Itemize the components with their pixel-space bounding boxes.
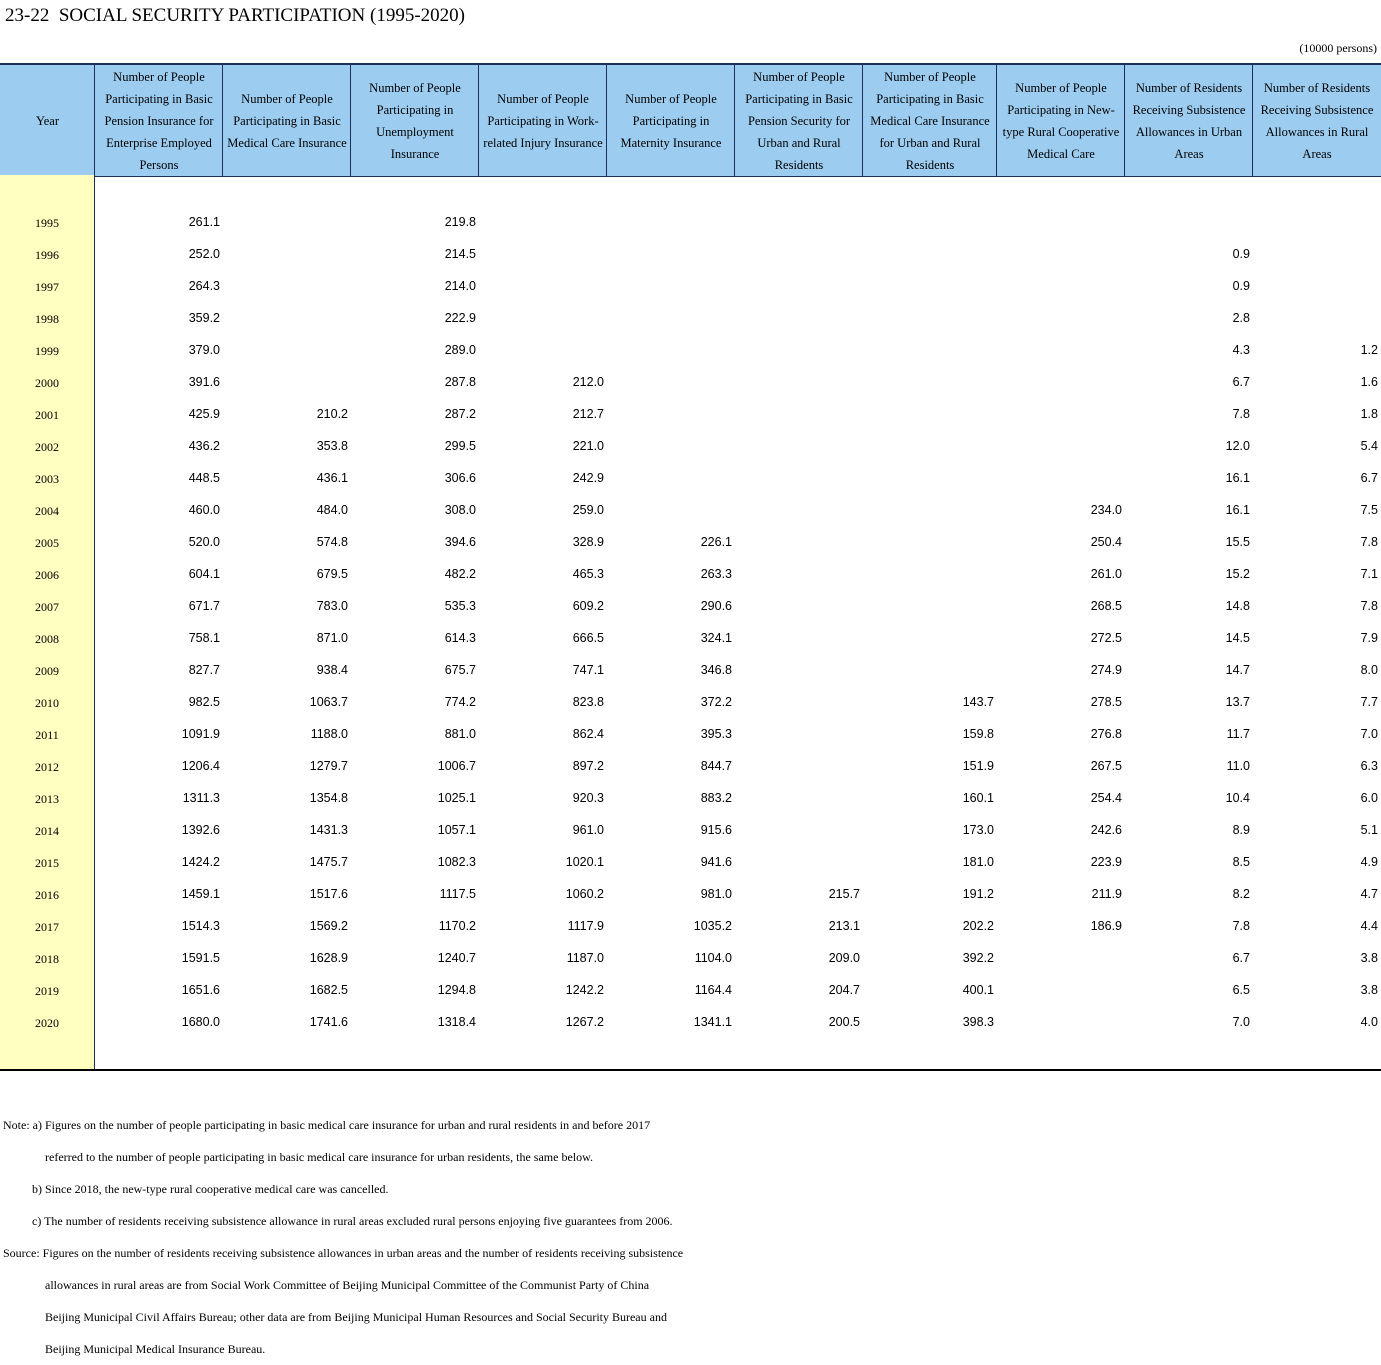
cell-subsistence-urban: 7.0 bbox=[1232, 1015, 1250, 1029]
cell-unemployment: 394.6 bbox=[444, 535, 476, 549]
cell-maternity: 1164.4 bbox=[694, 983, 732, 997]
cell-unemployment: 1025.1 bbox=[437, 791, 476, 805]
year-cell: 2014 bbox=[35, 824, 59, 838]
cell-subsistence-rural: 7.0 bbox=[1360, 727, 1378, 741]
cell-subsistence-urban: 8.5 bbox=[1232, 855, 1250, 869]
cell-subsistence-urban: 12.0 bbox=[1225, 439, 1250, 453]
table-row bbox=[0, 431, 1381, 463]
cell-medical-urban-rural: 151.9 bbox=[962, 759, 994, 773]
cell-subsistence-rural: 6.3 bbox=[1360, 759, 1378, 773]
cell-pension-enterprise: 391.6 bbox=[188, 375, 220, 389]
cell-basic-medical: 210.2 bbox=[316, 407, 348, 421]
cell-subsistence-rural: 6.7 bbox=[1360, 471, 1378, 485]
cell-maternity: 324.1 bbox=[700, 631, 732, 645]
cell-subsistence-rural: 4.0 bbox=[1360, 1015, 1378, 1029]
cell-rural-cooperative: 272.5 bbox=[1090, 631, 1122, 645]
cell-pension-enterprise: 436.2 bbox=[188, 439, 220, 453]
cell-pension-enterprise: 359.2 bbox=[188, 311, 220, 325]
cell-maternity: 372.2 bbox=[700, 695, 732, 709]
cell-rural-cooperative: 261.0 bbox=[1090, 567, 1122, 581]
cell-subsistence-rural: 3.8 bbox=[1360, 983, 1378, 997]
cell-medical-urban-rural: 392.2 bbox=[962, 951, 994, 965]
header-basic-medical: Number of People Participating in Basic Medical Care Insurance bbox=[222, 65, 351, 176]
cell-subsistence-rural: 1.8 bbox=[1360, 407, 1378, 421]
cell-subsistence-urban: 13.7 bbox=[1225, 695, 1250, 709]
cell-unemployment: 287.2 bbox=[444, 407, 476, 421]
cell-unemployment: 289.0 bbox=[444, 343, 476, 357]
cell-unemployment: 308.0 bbox=[444, 503, 476, 517]
cell-pension-enterprise: 1591.5 bbox=[181, 951, 220, 965]
cell-pension-enterprise: 520.0 bbox=[188, 535, 220, 549]
source-line: Source: Figures on the number of residents receiving subsistence allowances in urban areas and the number of residents receiving subsistence bbox=[3, 1246, 684, 1260]
cell-basic-medical: 1431.3 bbox=[309, 823, 348, 837]
cell-basic-medical: 1354.8 bbox=[309, 791, 348, 805]
cell-pension-urban-rural: 200.5 bbox=[828, 1015, 860, 1029]
cell-unemployment: 1240.7 bbox=[437, 951, 476, 965]
table-row bbox=[0, 207, 1381, 239]
cell-rural-cooperative: 274.9 bbox=[1090, 663, 1122, 677]
cell-pension-enterprise: 671.7 bbox=[188, 599, 220, 613]
year-cell: 2012 bbox=[35, 760, 59, 774]
cell-work-injury: 242.9 bbox=[572, 471, 604, 485]
cell-maternity: 941.6 bbox=[700, 855, 732, 869]
cell-maternity: 1104.0 bbox=[694, 951, 732, 965]
cell-subsistence-urban: 14.5 bbox=[1225, 631, 1250, 645]
cell-medical-urban-rural: 160.1 bbox=[962, 791, 994, 805]
cell-unemployment: 614.3 bbox=[444, 631, 476, 645]
cell-subsistence-rural: 1.6 bbox=[1360, 375, 1378, 389]
cell-pension-enterprise: 982.5 bbox=[188, 695, 220, 709]
cell-medical-urban-rural: 143.7 bbox=[962, 695, 994, 709]
header-rural-cooperative: Number of People Participating in New-type Rural Cooperative Medical Care bbox=[996, 65, 1125, 176]
year-cell: 2008 bbox=[35, 632, 59, 646]
cell-work-injury: 1267.2 bbox=[565, 1015, 604, 1029]
cell-work-injury: 666.5 bbox=[572, 631, 604, 645]
table-row bbox=[0, 463, 1381, 495]
cell-basic-medical: 1279.7 bbox=[309, 759, 348, 773]
cell-pension-enterprise: 460.0 bbox=[188, 503, 220, 517]
year-cell: 2017 bbox=[35, 920, 59, 934]
cell-work-injury: 823.8 bbox=[572, 695, 604, 709]
header-pension-enterprise: Number of People Participating in Basic Pension Insurance for Enterprise Employed Persons bbox=[94, 65, 223, 176]
cell-subsistence-urban: 14.7 bbox=[1225, 663, 1250, 677]
cell-unemployment: 1057.1 bbox=[437, 823, 476, 837]
cell-pension-enterprise: 448.5 bbox=[188, 471, 220, 485]
cell-pension-enterprise: 1680.0 bbox=[181, 1015, 220, 1029]
cell-subsistence-urban: 4.3 bbox=[1232, 343, 1250, 357]
note-line: b) Since 2018, the new-type rural cooperative medical care was cancelled. bbox=[32, 1182, 389, 1196]
year-cell: 2007 bbox=[35, 600, 59, 614]
cell-unemployment: 219.8 bbox=[444, 215, 476, 229]
cell-subsistence-urban: 0.9 bbox=[1232, 247, 1250, 261]
cell-unemployment: 306.6 bbox=[444, 471, 476, 485]
table-row bbox=[0, 239, 1381, 271]
cell-basic-medical: 1475.7 bbox=[309, 855, 348, 869]
cell-work-injury: 212.0 bbox=[572, 375, 604, 389]
cell-unemployment: 222.9 bbox=[444, 311, 476, 325]
cell-rural-cooperative: 254.4 bbox=[1090, 791, 1122, 805]
cell-maternity: 883.2 bbox=[700, 791, 732, 805]
unit-label: (10000 persons) bbox=[1299, 41, 1377, 55]
cell-pension-enterprise: 1392.6 bbox=[181, 823, 220, 837]
cell-work-injury: 221.0 bbox=[572, 439, 604, 453]
cell-subsistence-urban: 15.5 bbox=[1225, 535, 1250, 549]
source-line: Beijing Municipal Civil Affairs Bureau; other data are from Beijing Municipal Human Resources and Social Security Bureau and bbox=[45, 1310, 667, 1324]
cell-subsistence-rural: 7.8 bbox=[1360, 599, 1378, 613]
year-cell: 2013 bbox=[35, 792, 59, 806]
cell-work-injury: 1060.2 bbox=[565, 887, 604, 901]
year-cell: 2011 bbox=[35, 728, 59, 742]
cell-rural-cooperative: 242.6 bbox=[1090, 823, 1122, 837]
table-row bbox=[0, 815, 1381, 847]
cell-subsistence-urban: 16.1 bbox=[1225, 503, 1250, 517]
table-row bbox=[0, 399, 1381, 431]
cell-pension-enterprise: 425.9 bbox=[188, 407, 220, 421]
cell-work-injury: 212.7 bbox=[572, 407, 604, 421]
cell-unemployment: 287.8 bbox=[444, 375, 476, 389]
cell-pension-enterprise: 1514.3 bbox=[181, 919, 220, 933]
table-row bbox=[0, 783, 1381, 815]
cell-maternity: 1341.1 bbox=[693, 1015, 732, 1029]
cell-subsistence-urban: 14.8 bbox=[1225, 599, 1250, 613]
year-cell: 2004 bbox=[35, 504, 59, 518]
cell-rural-cooperative: 211.9 bbox=[1091, 887, 1122, 901]
cell-medical-urban-rural: 191.2 bbox=[962, 887, 994, 901]
table-header bbox=[0, 63, 1381, 177]
cell-maternity: 395.3 bbox=[700, 727, 732, 741]
cell-maternity: 290.6 bbox=[700, 599, 732, 613]
table-row bbox=[0, 847, 1381, 879]
cell-work-injury: 328.9 bbox=[572, 535, 604, 549]
cell-subsistence-rural: 7.8 bbox=[1360, 535, 1378, 549]
cell-medical-urban-rural: 173.0 bbox=[962, 823, 994, 837]
cell-subsistence-rural: 7.9 bbox=[1360, 631, 1378, 645]
cell-pension-urban-rural: 215.7 bbox=[828, 887, 860, 901]
table-row bbox=[0, 495, 1381, 527]
table-row bbox=[0, 271, 1381, 303]
cell-subsistence-rural: 4.9 bbox=[1360, 855, 1378, 869]
cell-maternity: 844.7 bbox=[700, 759, 732, 773]
cell-subsistence-rural: 4.7 bbox=[1360, 887, 1378, 901]
table-body bbox=[0, 207, 1381, 1039]
cell-medical-urban-rural: 400.1 bbox=[962, 983, 994, 997]
cell-subsistence-urban: 15.2 bbox=[1225, 567, 1250, 581]
cell-rural-cooperative: 223.9 bbox=[1090, 855, 1122, 869]
cell-unemployment: 482.2 bbox=[444, 567, 476, 581]
cell-pension-enterprise: 1311.3 bbox=[182, 791, 220, 805]
cell-work-injury: 609.2 bbox=[572, 599, 604, 613]
cell-rural-cooperative: 276.8 bbox=[1090, 727, 1122, 741]
cell-work-injury: 920.3 bbox=[572, 791, 604, 805]
cell-pension-enterprise: 261.1 bbox=[188, 215, 220, 229]
header-medical-urban-rural: Number of People Participating in Basic Medical Care Insurance for Urban and Rural Residents bbox=[862, 65, 997, 176]
page-title: 23-22 SOCIAL SECURITY PARTICIPATION (1995-2020) bbox=[5, 5, 465, 26]
cell-work-injury: 747.1 bbox=[572, 663, 604, 677]
table-row bbox=[0, 367, 1381, 399]
cell-work-injury: 1020.1 bbox=[565, 855, 604, 869]
table-row bbox=[0, 911, 1381, 943]
cell-unemployment: 1318.4 bbox=[437, 1015, 476, 1029]
year-cell: 2009 bbox=[35, 664, 59, 678]
cell-basic-medical: 1188.0 bbox=[310, 727, 348, 741]
cell-unemployment: 881.0 bbox=[444, 727, 476, 741]
table-row bbox=[0, 559, 1381, 591]
cell-maternity: 981.0 bbox=[700, 887, 732, 901]
cell-subsistence-rural: 5.4 bbox=[1360, 439, 1378, 453]
note-line: c) The number of residents receiving subsistence allowance in rural areas excluded rural persons enjoying five guarantees from 2006. bbox=[32, 1214, 673, 1228]
cell-subsistence-rural: 7.7 bbox=[1360, 695, 1378, 709]
cell-work-injury: 961.0 bbox=[572, 823, 604, 837]
cell-pension-enterprise: 827.7 bbox=[188, 663, 220, 677]
cell-subsistence-urban: 11.0 bbox=[1226, 759, 1250, 773]
table-row bbox=[0, 751, 1381, 783]
cell-work-injury: 1187.0 bbox=[566, 951, 604, 965]
cell-maternity: 1035.2 bbox=[693, 919, 732, 933]
cell-pension-enterprise: 252.0 bbox=[188, 247, 220, 261]
cell-subsistence-rural: 5.1 bbox=[1360, 823, 1378, 837]
cell-pension-enterprise: 1206.4 bbox=[181, 759, 220, 773]
cell-rural-cooperative: 278.5 bbox=[1090, 695, 1122, 709]
header-work-injury: Number of People Participating in Work-related Injury Insurance bbox=[478, 65, 607, 176]
table-row bbox=[0, 655, 1381, 687]
cell-subsistence-urban: 0.9 bbox=[1232, 279, 1250, 293]
cell-work-injury: 862.4 bbox=[572, 727, 604, 741]
table-row bbox=[0, 591, 1381, 623]
cell-pension-enterprise: 264.3 bbox=[188, 279, 220, 293]
cell-unemployment: 1294.8 bbox=[437, 983, 476, 997]
year-cell: 2003 bbox=[35, 472, 59, 486]
cell-unemployment: 1170.2 bbox=[438, 919, 476, 933]
cell-pension-urban-rural: 204.7 bbox=[828, 983, 860, 997]
table-row bbox=[0, 879, 1381, 911]
table-bottom-rule bbox=[0, 1069, 1381, 1071]
cell-unemployment: 214.0 bbox=[444, 279, 476, 293]
year-cell: 2005 bbox=[35, 536, 59, 550]
cell-subsistence-rural: 7.5 bbox=[1360, 503, 1378, 517]
cell-work-injury: 897.2 bbox=[572, 759, 604, 773]
cell-pension-urban-rural: 213.1 bbox=[828, 919, 860, 933]
cell-maternity: 346.8 bbox=[700, 663, 732, 677]
table-row bbox=[0, 719, 1381, 751]
cell-subsistence-urban: 6.5 bbox=[1232, 983, 1250, 997]
note-line: Note: a) Figures on the number of people participating in basic medical care insurance for urban and rural residents in and before 2017 bbox=[3, 1118, 651, 1132]
year-cell: 1996 bbox=[35, 248, 59, 262]
cell-subsistence-urban: 8.9 bbox=[1232, 823, 1250, 837]
cell-unemployment: 535.3 bbox=[444, 599, 476, 613]
cell-subsistence-urban: 6.7 bbox=[1232, 951, 1250, 965]
cell-basic-medical: 783.0 bbox=[316, 599, 348, 613]
cell-pension-enterprise: 379.0 bbox=[188, 343, 220, 357]
year-cell: 2002 bbox=[35, 440, 59, 454]
cell-medical-urban-rural: 398.3 bbox=[962, 1015, 994, 1029]
cell-rural-cooperative: 268.5 bbox=[1090, 599, 1122, 613]
cell-basic-medical: 1517.6 bbox=[309, 887, 348, 901]
header-maternity: Number of People Participating in Maternity Insurance bbox=[606, 65, 735, 176]
table-row bbox=[0, 687, 1381, 719]
cell-basic-medical: 1741.6 bbox=[309, 1015, 348, 1029]
cell-pension-enterprise: 1424.2 bbox=[181, 855, 220, 869]
cell-pension-enterprise: 758.1 bbox=[188, 631, 220, 645]
cell-unemployment: 214.5 bbox=[444, 247, 476, 261]
cell-rural-cooperative: 186.9 bbox=[1090, 919, 1122, 933]
source-line: Beijing Municipal Medical Insurance Bureau. bbox=[45, 1342, 266, 1356]
cell-work-injury: 1242.2 bbox=[565, 983, 604, 997]
cell-basic-medical: 436.1 bbox=[316, 471, 348, 485]
header-year: Year bbox=[35, 113, 60, 128]
cell-pension-enterprise: 1651.6 bbox=[181, 983, 220, 997]
cell-subsistence-urban: 16.1 bbox=[1225, 471, 1250, 485]
year-cell: 1998 bbox=[35, 312, 59, 326]
cell-basic-medical: 679.5 bbox=[316, 567, 348, 581]
cell-basic-medical: 871.0 bbox=[316, 631, 348, 645]
source-line: allowances in rural areas are from Social Work Committee of Beijing Municipal Committee of the Communist Party of China bbox=[45, 1278, 650, 1292]
table-row bbox=[0, 943, 1381, 975]
cell-subsistence-rural: 6.0 bbox=[1360, 791, 1378, 805]
cell-subsistence-urban: 2.8 bbox=[1232, 311, 1250, 325]
year-cell: 2018 bbox=[35, 952, 59, 966]
cell-maternity: 915.6 bbox=[700, 823, 732, 837]
cell-subsistence-rural: 3.8 bbox=[1360, 951, 1378, 965]
cell-subsistence-urban: 7.8 bbox=[1232, 919, 1250, 933]
cell-pension-urban-rural: 209.0 bbox=[828, 951, 860, 965]
cell-rural-cooperative: 267.5 bbox=[1090, 759, 1122, 773]
cell-subsistence-urban: 7.8 bbox=[1232, 407, 1250, 421]
cell-basic-medical: 484.0 bbox=[316, 503, 348, 517]
header-subsistence-urban: Number of Residents Receiving Subsistence Allowances in Urban Areas bbox=[1124, 65, 1253, 176]
cell-subsistence-urban: 10.4 bbox=[1225, 791, 1250, 805]
cell-pension-enterprise: 1091.9 bbox=[181, 727, 220, 741]
year-cell: 2000 bbox=[35, 376, 59, 390]
year-cell: 2019 bbox=[35, 984, 59, 998]
cell-subsistence-urban: 11.7 bbox=[1226, 727, 1250, 741]
table-row bbox=[0, 335, 1381, 367]
cell-unemployment: 774.2 bbox=[444, 695, 476, 709]
header-subsistence-rural: Number of Residents Receiving Subsistence Allowances in Rural Areas bbox=[1252, 65, 1381, 176]
year-cell: 2015 bbox=[35, 856, 59, 870]
cell-subsistence-rural: 8.0 bbox=[1360, 663, 1378, 677]
cell-unemployment: 1117.5 bbox=[439, 887, 476, 901]
cell-maternity: 263.3 bbox=[700, 567, 732, 581]
cell-subsistence-rural: 4.4 bbox=[1360, 919, 1378, 933]
year-cell: 2001 bbox=[35, 408, 59, 422]
header-pension-urban-rural: Number of People Participating in Basic Pension Security for Urban and Rural Residents bbox=[734, 65, 863, 176]
year-cell: 2006 bbox=[35, 568, 59, 582]
cell-basic-medical: 353.8 bbox=[316, 439, 348, 453]
cell-pension-enterprise: 1459.1 bbox=[181, 887, 220, 901]
cell-work-injury: 259.0 bbox=[572, 503, 604, 517]
cell-medical-urban-rural: 159.8 bbox=[962, 727, 994, 741]
cell-rural-cooperative: 250.4 bbox=[1090, 535, 1122, 549]
note-line: referred to the number of people participating in basic medical care insurance for urban residents, the same below. bbox=[45, 1150, 593, 1164]
cell-basic-medical: 1063.7 bbox=[309, 695, 348, 709]
cell-subsistence-urban: 8.2 bbox=[1232, 887, 1250, 901]
cell-subsistence-rural: 1.2 bbox=[1360, 343, 1378, 357]
year-cell: 2016 bbox=[35, 888, 59, 902]
year-cell: 1997 bbox=[35, 280, 59, 294]
cell-basic-medical: 938.4 bbox=[316, 663, 348, 677]
table-row bbox=[0, 303, 1381, 335]
cell-unemployment: 1082.3 bbox=[437, 855, 476, 869]
table-row bbox=[0, 1007, 1381, 1039]
cell-work-injury: 465.3 bbox=[572, 567, 604, 581]
year-cell: 2010 bbox=[35, 696, 59, 710]
header-unemployment: Number of People Participating in Unemployment Insurance bbox=[350, 65, 479, 176]
cell-unemployment: 1006.7 bbox=[437, 759, 476, 773]
cell-maternity: 226.1 bbox=[700, 535, 732, 549]
cell-medical-urban-rural: 202.2 bbox=[962, 919, 994, 933]
table-row bbox=[0, 975, 1381, 1007]
table-row bbox=[0, 527, 1381, 559]
cell-subsistence-rural: 7.1 bbox=[1360, 567, 1378, 581]
cell-work-injury: 1117.9 bbox=[567, 919, 604, 933]
cell-unemployment: 299.5 bbox=[444, 439, 476, 453]
cell-basic-medical: 1682.5 bbox=[309, 983, 348, 997]
cell-basic-medical: 1628.9 bbox=[309, 951, 348, 965]
table-row bbox=[0, 623, 1381, 655]
cell-basic-medical: 1569.2 bbox=[309, 919, 348, 933]
cell-basic-medical: 574.8 bbox=[316, 535, 348, 549]
notes bbox=[3, 1109, 683, 1365]
year-cell: 1999 bbox=[35, 344, 59, 358]
year-cell: 2020 bbox=[35, 1016, 59, 1030]
cell-rural-cooperative: 234.0 bbox=[1090, 503, 1122, 517]
cell-subsistence-urban: 6.7 bbox=[1232, 375, 1250, 389]
cell-pension-enterprise: 604.1 bbox=[188, 567, 220, 581]
cell-unemployment: 675.7 bbox=[444, 663, 476, 677]
year-cell: 1995 bbox=[35, 216, 59, 230]
cell-medical-urban-rural: 181.0 bbox=[962, 855, 994, 869]
